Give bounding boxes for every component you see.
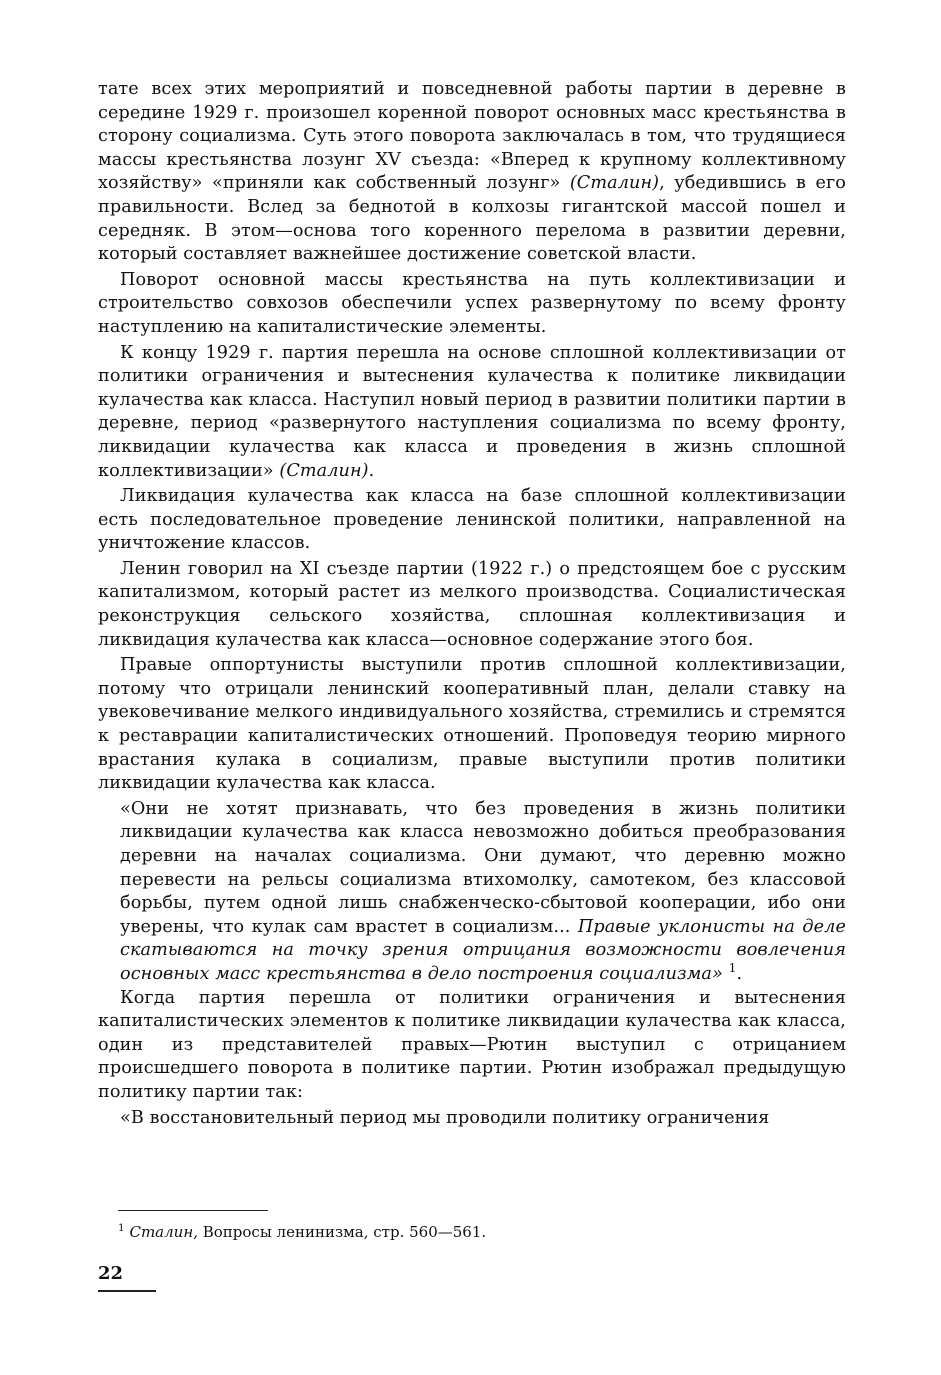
- paragraph-1-text: тате всех этих мероприятий и повседневной работы партии в деревне в середине 1929 г. произошел коренной поворот основных масс крестьянства в сторону социализма. Суть этого поворота заключалась в том, что трудящиеся массы крестьянства лозунг XV съезда: «Вперед к крупному коллективному хозяйству» «приняли как собственный лозунг»: [98, 79, 846, 194]
- paragraph-1-citation: (Сталин): [569, 173, 660, 194]
- paragraph-3-text: К концу 1929 г. партия перешла на основе сплошной коллективизации от политики ограничения и вытеснения кулачества к политике ликвидации кулачества как класса. Наступил новый период в развитии политики партии в деревне, период «развернутого наступления социализма по всему фронту, ликвидации кулачества как класса и проведения в жизнь сплошной коллективизации»: [98, 342, 846, 481]
- paragraph-6-text: Правые оппортунисты выступили против сплошной коллективизации, потому что отрицали ленинский кооперативный план, делали ставку на увековечивание мелкого индивидуального хозяйства, стремились и стремятся к реставрации капиталистических отношений. Проповедуя теорию мирного врастания кулака в социализм, правые выступили против политики ликвидации кулачества как класса.: [98, 655, 846, 794]
- footnote: [118, 1222, 718, 1242]
- paragraph-2-text: Поворот основной массы крестьянства на путь коллективизации и строительство совхозов обеспечили успех развернутому по всему фронту наступлению на капиталистические элементы.: [98, 269, 846, 337]
- paragraph-8: [98, 1107, 846, 1131]
- paragraph-1-text-after: , убедившись в его правильности. Вслед за беднотой в колхозы гигантской массой пошел и середняк. В этом—основа того коренного перелома в развитии деревни, который составляет важнейшее достижение советской власти.: [98, 173, 846, 265]
- paragraph-5: [98, 558, 846, 652]
- footnote-mark: 1: [118, 1222, 125, 1234]
- page-number-underline: [98, 1290, 156, 1292]
- paragraph-7-text: Когда партия перешла от политики ограничения и вытеснения капиталистических элементов к политике ликвидации кулачества как класса, один из представителей правых—Рютин выступил с отрицанием происшедшего поворота в политике партии. Рютин изображал предыдущую политику партии так:: [98, 987, 846, 1102]
- footnote-reference: 1: [728, 961, 737, 976]
- page-number: 22: [98, 1263, 124, 1284]
- paragraph-4: [98, 485, 846, 556]
- paragraph-8-text: «В восстановительный период мы проводили политику ограничения: [120, 1107, 770, 1128]
- footnote-divider: [118, 1210, 268, 1211]
- paragraph-4-text: Ликвидация кулачества как класса на базе сплошной коллективизации есть последовательное проведение ленинской политики, направленной на уничтожение классов.: [98, 486, 846, 554]
- paragraph-3: [98, 342, 846, 484]
- paragraph-5-text: Ленин говорил на XI съезде партии (1922 г.) о предстоящем бое с русским капитализмом, который растет из мелкого производства. Социалистическая реконструкция сельского хозяйства, сплошная коллективизация и ликвидация кулачества как класса—основное содержание этого боя.: [98, 558, 846, 650]
- paragraph-2: [98, 269, 846, 340]
- paragraph-3-text-after: .: [368, 460, 375, 481]
- paragraph-6: [98, 654, 846, 796]
- paragraph-3-citation: (Сталин): [279, 460, 369, 481]
- footnote-author: Сталин,: [129, 1223, 198, 1241]
- document-body: [98, 78, 846, 1130]
- block-quote: [120, 798, 846, 987]
- paragraph-1: [98, 78, 846, 267]
- paragraph-7: [98, 987, 846, 1105]
- quote-emphasis: Правые уклонисты на деле скатываются на точку зрения отрицания возможности вовлечения основных масс крестьянства в дело построения социализма»: [120, 916, 846, 984]
- quote-text-after: .: [736, 963, 743, 984]
- quote-text: «Они не хотят признавать, что без проведения в жизнь политики ликвидации кулачества как класса невозможно добиться преобразования деревни на началах социализма. Они думают, что деревню можно перевести на рельсы социализма втихомолку, самотеком, без классовой борьбы, путем одной лишь снабженческо-сбытовой кооперации, ибо они уверены, что кулак сам врастет в социализм...: [120, 798, 846, 937]
- footnote-text: Вопросы ленинизма, стр. 560—561.: [197, 1223, 487, 1241]
